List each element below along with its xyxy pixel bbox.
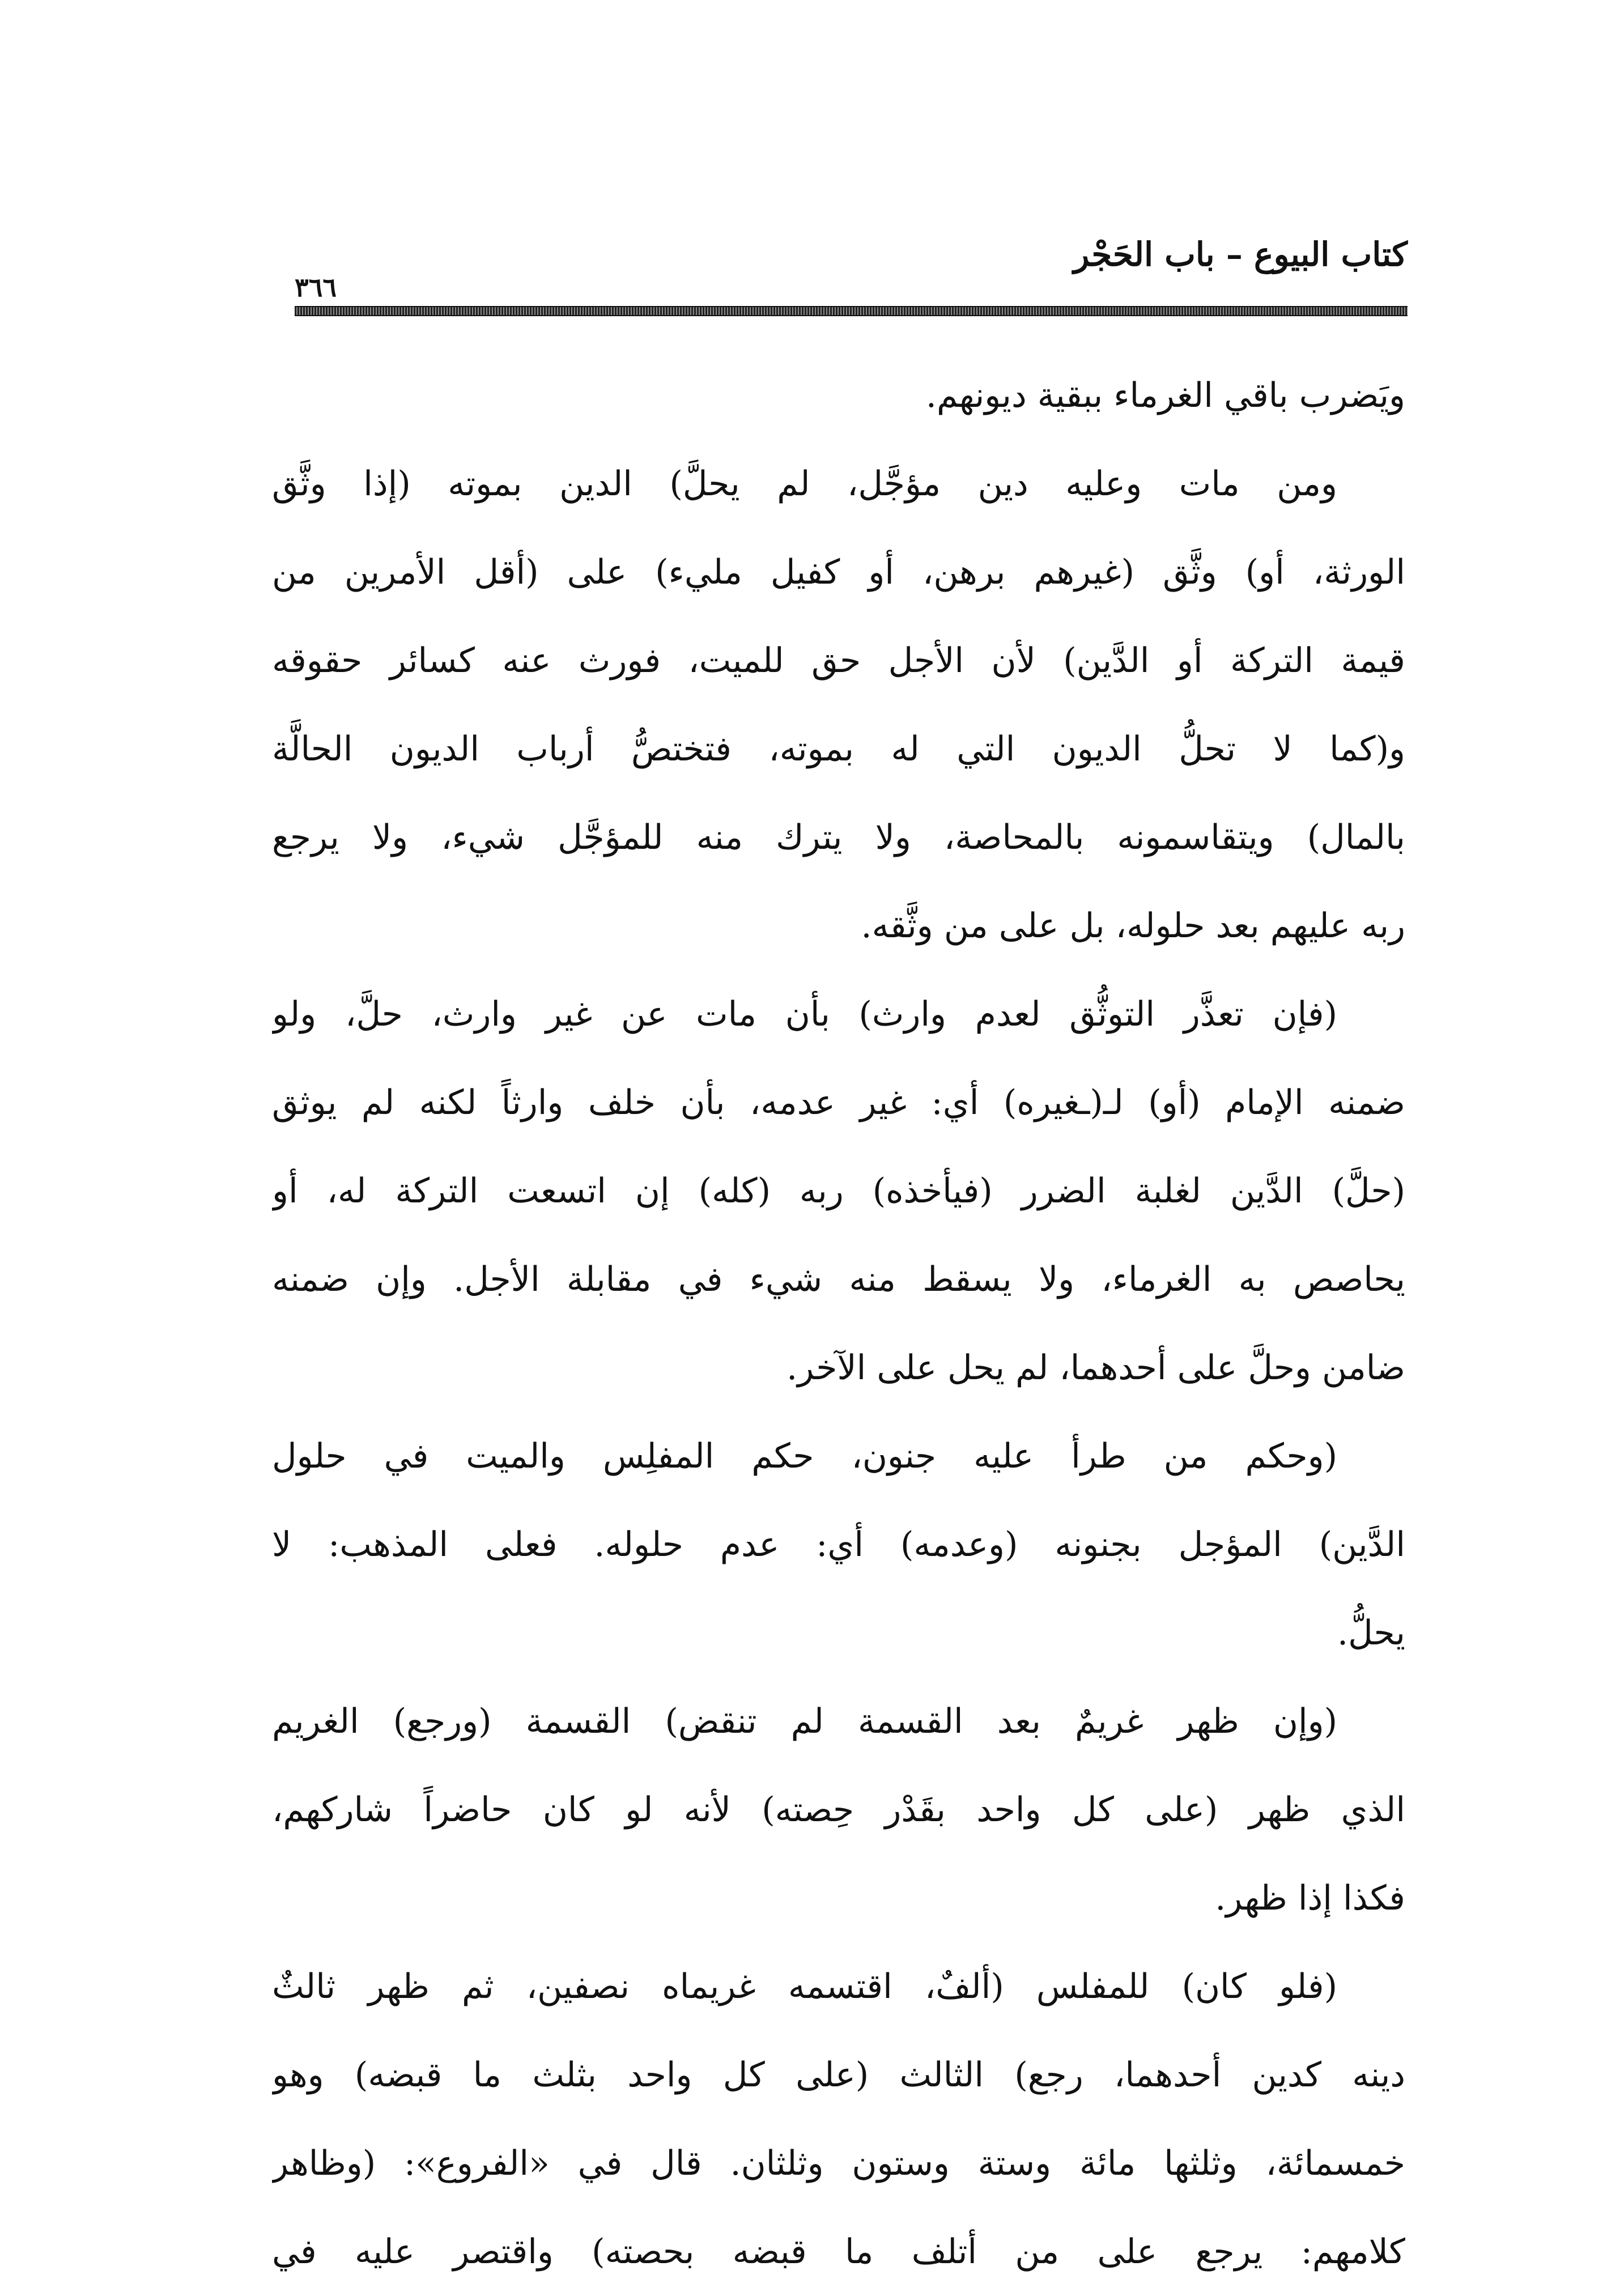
text-line: ضمنه الإمام (أو) لـ(ـغيره) أي: غير عدمه، بأن خلف وارثاً لكنه لم يوثق [272, 1083, 1405, 1123]
text-line: بالمال) ويتقاسمونه بالمحاصة، ولا يترك منه للمؤجَّل شيء، ولا يرجع [272, 818, 1405, 857]
body-text [272, 351, 1405, 2296]
text-line: (وإن ظهر غريمٌ بعد القسمة لم تنقض) القسمة (ورجع) الغريم [272, 1702, 1337, 1741]
text-line: الورثة، أو) وثَّق (غيرهم برهن، أو كفيل مليء) على (أقل الأمرين من [272, 552, 1405, 592]
text-line: الدَّين) المؤجل بجنونه (وعدمه) أي: عدم حلوله. فعلى المذهب: لا [272, 1525, 1405, 1564]
text-line: قيمة التركة أو الدَّين) لأن الأجل حق للميت، فورث عنه كسائر حقوقه [272, 641, 1405, 681]
text-line: خمسمائة، وثلثها مائة وستة وستون وثلثان. قال في «الفروع»: (وظاهر [272, 2144, 1405, 2183]
text-line: كلامهم: يرجع على من أتلف ما قبضه بحصته) واقتصر عليه في [272, 2232, 1405, 2272]
text-line: (وحكم من طرأ عليه جنون، حكم المفلِس والميت في حلول [272, 1436, 1337, 1476]
text-line: يحلُّ. [1337, 1613, 1405, 1653]
text-line: (فإن تعذَّر التوثُّق لعدم وارث) بأن مات عن غير وارث، حلَّ، ولو [272, 994, 1337, 1034]
page-header [295, 227, 1408, 317]
text-line: و(كما لا تحلُّ الديون التي له بموته، فتختصُّ أرباب الديون الحالَّة [272, 729, 1405, 769]
page-number: ٣٦٦ [295, 272, 337, 303]
text-line: ويَضرب باقي الغرماء ببقية ديونهم. [925, 376, 1405, 415]
text-line: يحاصص به الغرماء، ولا يسقط منه شيء في مقابلة الأجل. وإن ضمنه [272, 1260, 1405, 1299]
text-line: ربه عليهم بعد حلوله، بل على من وثَّقه. [861, 906, 1405, 946]
text-line: ضامن وحلَّ على أحدهما، لم يحل على الآخر. [787, 1348, 1405, 1388]
text-line: (حلَّ) الدَّين لغلبة الضرر (فيأخذه) ربه (كله) إن اتسعت التركة له، أو [272, 1171, 1405, 1211]
header-rule [295, 306, 1408, 316]
text-line: ومن مات وعليه دين مؤجَّل، لم يحلَّ) الدين بموته (إذا وثَّق [272, 464, 1337, 504]
text-line: (فلو كان) للمفلس (ألفٌ، اقتسمه غريماه نصفين، ثم ظهر ثالثٌ [272, 1967, 1337, 2006]
running-title: كتاب البيوع – باب الحَجْر [1073, 235, 1408, 274]
text-line: دينه كدين أحدهما، رجع) الثالث (على كل واحد بثلث ما قبضه) وهو [272, 2055, 1405, 2095]
text-line: فكذا إذا ظهر. [1215, 1878, 1405, 1918]
text-line: الذي ظهر (على كل واحد بقَدْر حِصته) لأنه لو كان حاضراً شاركهم، [272, 1790, 1405, 1830]
